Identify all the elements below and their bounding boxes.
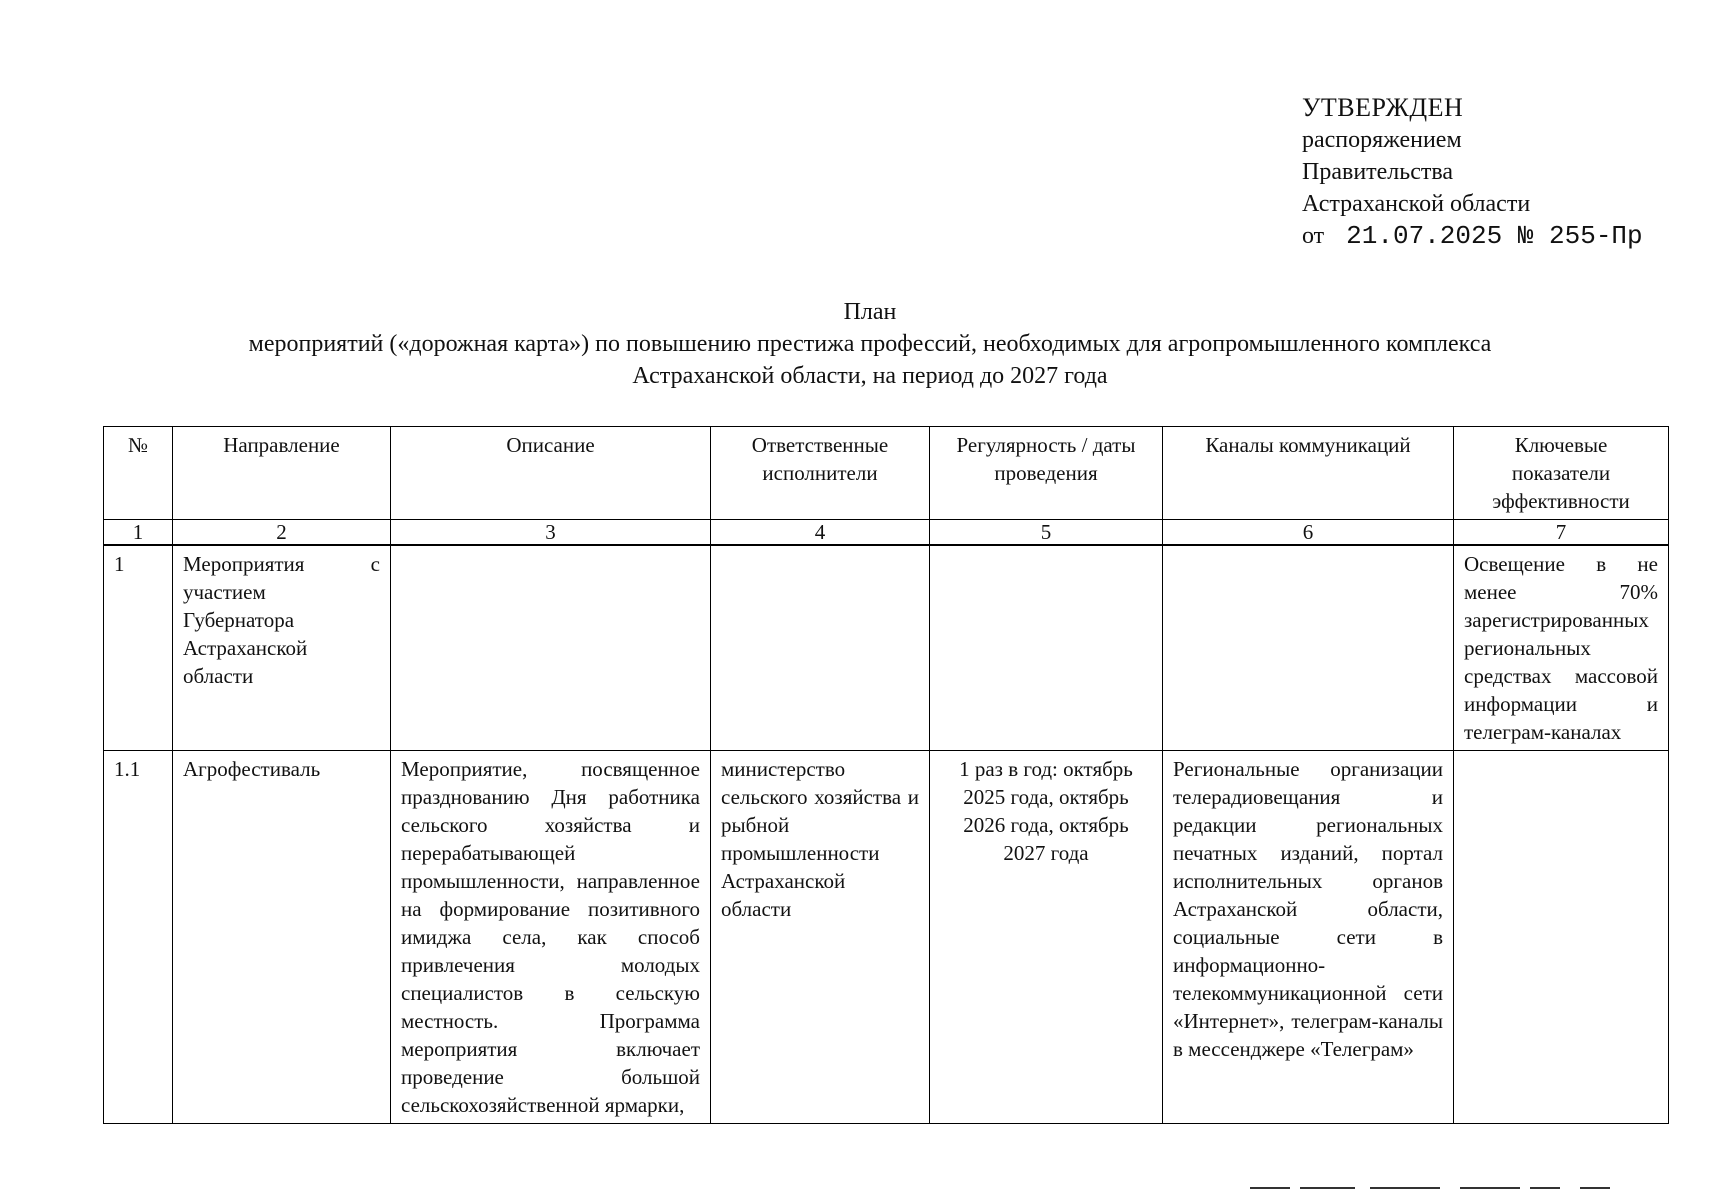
row-kpi: Освещение в не менее 70% зарегистрированных региональных средствах массовой информации и телеграм-каналах xyxy=(1454,545,1669,751)
column-number: 1 xyxy=(104,520,173,546)
approval-stamp xyxy=(1302,92,1643,252)
row-number: 1 xyxy=(104,545,173,751)
row-kpi xyxy=(1454,751,1669,1124)
approval-date-line xyxy=(1302,220,1643,252)
table-header-row xyxy=(104,427,1669,520)
row-direction: Агрофестиваль xyxy=(173,751,391,1124)
scan-speck xyxy=(1580,1187,1610,1189)
approval-line-1: распоряжением xyxy=(1302,127,1462,153)
scan-speck xyxy=(1250,1187,1290,1189)
header-direction: Направление xyxy=(173,427,391,520)
approval-heading: УТВЕРЖДЕН xyxy=(1302,93,1464,122)
column-number: 3 xyxy=(391,520,711,546)
row-description xyxy=(391,545,711,751)
row-channels: Региональные организации телерадиовещания и редакции региональных печатных изданий, портал исполнительных органов Астраханской области, социальные сети в информационно-телекоммуникационной сети «Интернет», телеграм-каналы в мессенджере «Телеграм» xyxy=(1163,751,1454,1124)
column-number: 6 xyxy=(1163,520,1454,546)
row-direction: Мероприятия с участием Губернатора Астраханской области xyxy=(173,545,391,751)
header-description: Описание xyxy=(391,427,711,520)
column-number-row xyxy=(104,520,1669,546)
title-line-3: Астраханской области, на период до 2027 года xyxy=(632,363,1108,389)
approval-date-number: 21.07.2025 № 255-Пр xyxy=(1346,221,1643,251)
row-number: 1.1 xyxy=(104,751,173,1124)
header-kpi: Ключевые показатели эффективности xyxy=(1454,427,1669,520)
column-number: 7 xyxy=(1454,520,1669,546)
row-executors: министерство сельского хозяйства и рыбной промышленности Астраханской области xyxy=(711,751,930,1124)
row-executors xyxy=(711,545,930,751)
header-schedule: Регулярность / даты проведения xyxy=(930,427,1163,520)
document-title xyxy=(0,296,1711,392)
scan-speck xyxy=(1300,1187,1355,1189)
column-number: 2 xyxy=(173,520,391,546)
title-line-1: План xyxy=(843,299,897,325)
header-number: № xyxy=(104,427,173,520)
approval-line-2: Правительства xyxy=(1302,159,1454,185)
approval-date-prefix: от xyxy=(1302,223,1325,249)
row-schedule: 1 раз в год: октябрь 2025 года, октябрь 2026 года, октябрь 2027 года xyxy=(930,751,1163,1124)
scan-speck xyxy=(1370,1187,1440,1189)
row-channels xyxy=(1163,545,1454,751)
table-row xyxy=(104,751,1669,1124)
column-number: 4 xyxy=(711,520,930,546)
header-channels: Каналы коммуникаций xyxy=(1163,427,1454,520)
header-executors: Ответственные исполнители xyxy=(711,427,930,520)
scan-speck xyxy=(1460,1187,1520,1189)
column-number: 5 xyxy=(930,520,1163,546)
row-schedule xyxy=(930,545,1163,751)
row-description: Мероприятие, посвященное празднованию Дня работника сельского хозяйства и перерабатывающей промышленности, направленное на формирование позитивного имиджа села, как способ привлечения молодых специалистов в сельскую местность. Программа мероприятия включает проведение большой сельскохозяйственной ярмарки, xyxy=(391,751,711,1124)
title-line-2: мероприятий («дорожная карта») по повышению престижа профессий, необходимых для агропромышленного комплекса xyxy=(248,331,1492,357)
approval-line-3: Астраханской области xyxy=(1302,191,1531,217)
plan-table xyxy=(103,426,1669,1124)
table-row xyxy=(104,545,1669,751)
scan-speck xyxy=(1530,1187,1560,1189)
